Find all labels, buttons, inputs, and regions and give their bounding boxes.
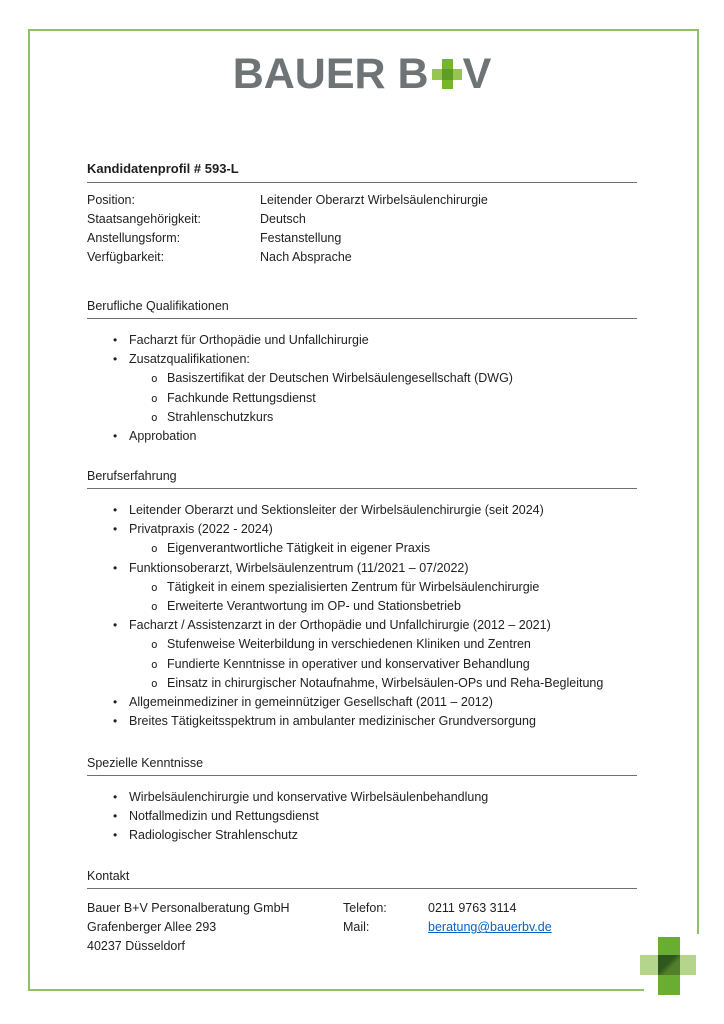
item-text: Erweiterte Verantwortung im OP- und Stationsbetrieb: [167, 599, 461, 614]
circle-bullet-icon: o: [151, 391, 158, 405]
document-title: Kandidatenprofil # 593-L: [87, 161, 637, 183]
circle-bullet-icon: o: [151, 600, 158, 614]
item-text: Allgemeinmediziner in gemeinnütziger Gesellschaft (2011 – 2012): [129, 695, 493, 710]
list-item: [87, 427, 637, 446]
logo-text-right: V: [462, 50, 492, 98]
item-text: Leitender Oberarzt und Sektionsleiter der Wirbelsäulenchirurgie (seit 2024): [129, 503, 544, 517]
logo-text-left: BAUER B: [232, 50, 429, 98]
section-title: Spezielle Kenntnisse: [87, 756, 637, 776]
list-subitem: [87, 369, 637, 388]
list-subitem: [87, 635, 637, 654]
circle-bullet-icon: o: [151, 410, 158, 424]
item-text: Eigenverantwortliche Tätigkeit in eigener Praxis: [167, 541, 431, 556]
qualifications-list: [87, 331, 637, 446]
list-subitem: [87, 389, 637, 408]
mail-link[interactable]: beratung@bauerbv.de: [428, 920, 552, 935]
section-title: Berufliche Qualifikationen: [87, 299, 637, 319]
item-text: Facharzt für Orthopädie und Unfallchirurgie: [129, 333, 369, 347]
section-title: Berufserfahrung: [87, 469, 637, 489]
item-text: Wirbelsäulenchirurgie und konservative Wirbelsäulenbehandlung: [129, 790, 489, 804]
list-item: [87, 616, 637, 635]
item-text: Fundierte Kenntnisse in operativer und konservativer Behandlung: [167, 656, 530, 671]
info-row-nationality: [87, 209, 637, 228]
section-experience: [87, 469, 637, 731]
info-value: Deutsch: [260, 211, 306, 226]
section-contact: [87, 869, 637, 957]
list-subitem: [87, 539, 637, 558]
circle-bullet-icon: o: [151, 372, 158, 386]
bullet-icon: •: [113, 828, 118, 843]
list-item: [87, 712, 637, 731]
phone-label: Telefon:: [343, 901, 387, 915]
list-subitem: [87, 408, 637, 427]
logo-plus-icon: [432, 59, 462, 89]
contact-block: [87, 899, 637, 957]
info-row-availability: [87, 248, 637, 267]
item-text: Privatpraxis (2022 - 2024): [129, 522, 273, 537]
item-text: Facharzt / Assistenzarzt in der Orthopädie und Unfallchirurgie (2012 – 2021): [129, 618, 551, 633]
list-subitem: [87, 674, 637, 693]
page-border-left: [28, 29, 30, 991]
info-label: Position:: [87, 192, 135, 207]
bullet-icon: •: [113, 790, 118, 804]
item-text: Notfallmedizin und Rettungsdienst: [129, 809, 319, 824]
bullet-icon: •: [113, 695, 118, 710]
profile-info-block: [87, 190, 637, 267]
info-row-employment-type: [87, 228, 637, 247]
bullet-icon: •: [113, 560, 118, 575]
circle-bullet-icon: o: [151, 542, 158, 556]
circle-bullet-icon: o: [151, 638, 158, 652]
item-text: Radiologischer Strahlenschutz: [129, 828, 298, 843]
list-subitem: [87, 655, 637, 674]
item-text: Zusatzqualifikationen:: [129, 352, 250, 367]
item-text: Approbation: [129, 429, 197, 444]
list-subitem: [87, 578, 637, 597]
contact-phone-row: [343, 899, 552, 918]
info-value: Festanstellung: [260, 230, 342, 245]
contact-mail-row: [343, 918, 552, 937]
item-text: Funktionsoberarzt, Wirbelsäulenzentrum (11/2021 – 07/2022): [129, 560, 469, 575]
page-border-bottom: [28, 989, 644, 991]
brand-logo: [0, 50, 724, 99]
section-title: Kontakt: [87, 869, 637, 889]
list-item: [87, 807, 637, 826]
contact-details: [343, 899, 552, 957]
bullet-icon: •: [113, 429, 118, 444]
item-text: Basiszertifikat der Deutschen Wirbelsäulengesellschaft (DWG): [167, 371, 513, 386]
item-text: Breites Tätigkeitsspektrum in ambulanter medizinischer Grundversorgung: [129, 714, 536, 729]
bullet-icon: •: [113, 714, 118, 729]
list-item: [87, 826, 637, 845]
page-border-top: [28, 29, 699, 31]
item-text: Stufenweise Weiterbildung in verschiedenen Kliniken und Zentren: [167, 637, 531, 652]
contact-street-line: Grafenberger Allee 293: [87, 920, 217, 935]
bullet-icon: •: [113, 503, 118, 517]
item-text: Fachkunde Rettungsdienst: [167, 390, 316, 405]
list-item: [87, 350, 637, 369]
phone-value: 0211 9763 3114: [428, 901, 517, 915]
experience-list: [87, 501, 637, 731]
list-item: [87, 693, 637, 712]
info-row-position: [87, 190, 637, 209]
contact-address: [87, 899, 343, 957]
circle-bullet-icon: o: [151, 657, 158, 671]
item-text: Strahlenschutzkurs: [167, 409, 274, 424]
skills-list: [87, 788, 637, 846]
circle-bullet-icon: o: [151, 580, 158, 594]
section-qualifications: [87, 299, 637, 446]
list-item: [87, 331, 637, 350]
item-text: Tätigkeit in einem spezialisierten Zentrum für Wirbelsäulenchirurgie: [167, 579, 540, 594]
info-label: Anstellungsform:: [87, 230, 181, 245]
list-subitem: [87, 597, 637, 616]
item-text: Einsatz in chirurgischer Notaufnahme, Wirbelsäulen-OPs und Reha-Begleitung: [167, 675, 604, 690]
list-item: [87, 559, 637, 578]
list-item: [87, 788, 637, 807]
info-value: Leitender Oberarzt Wirbelsäulenchirurgie: [260, 192, 488, 207]
bullet-icon: •: [113, 522, 118, 537]
section-skills: [87, 756, 637, 846]
bullet-icon: •: [113, 352, 118, 367]
bullet-icon: •: [113, 333, 118, 347]
list-item: [87, 520, 637, 539]
contact-company-line: Bauer B+V Personalberatung GmbH: [87, 901, 290, 915]
list-item: [87, 501, 637, 520]
info-label: Staatsangehörigkeit:: [87, 211, 201, 226]
contact-city-line: 40237 Düsseldorf: [87, 939, 185, 954]
mail-label: Mail:: [343, 920, 370, 935]
info-label: Verfügbarkeit:: [87, 250, 165, 265]
bullet-icon: •: [113, 809, 118, 824]
bullet-icon: •: [113, 618, 118, 633]
info-value: Nach Absprache: [260, 250, 352, 265]
circle-bullet-icon: o: [151, 676, 158, 690]
page-border-right: [697, 29, 699, 934]
